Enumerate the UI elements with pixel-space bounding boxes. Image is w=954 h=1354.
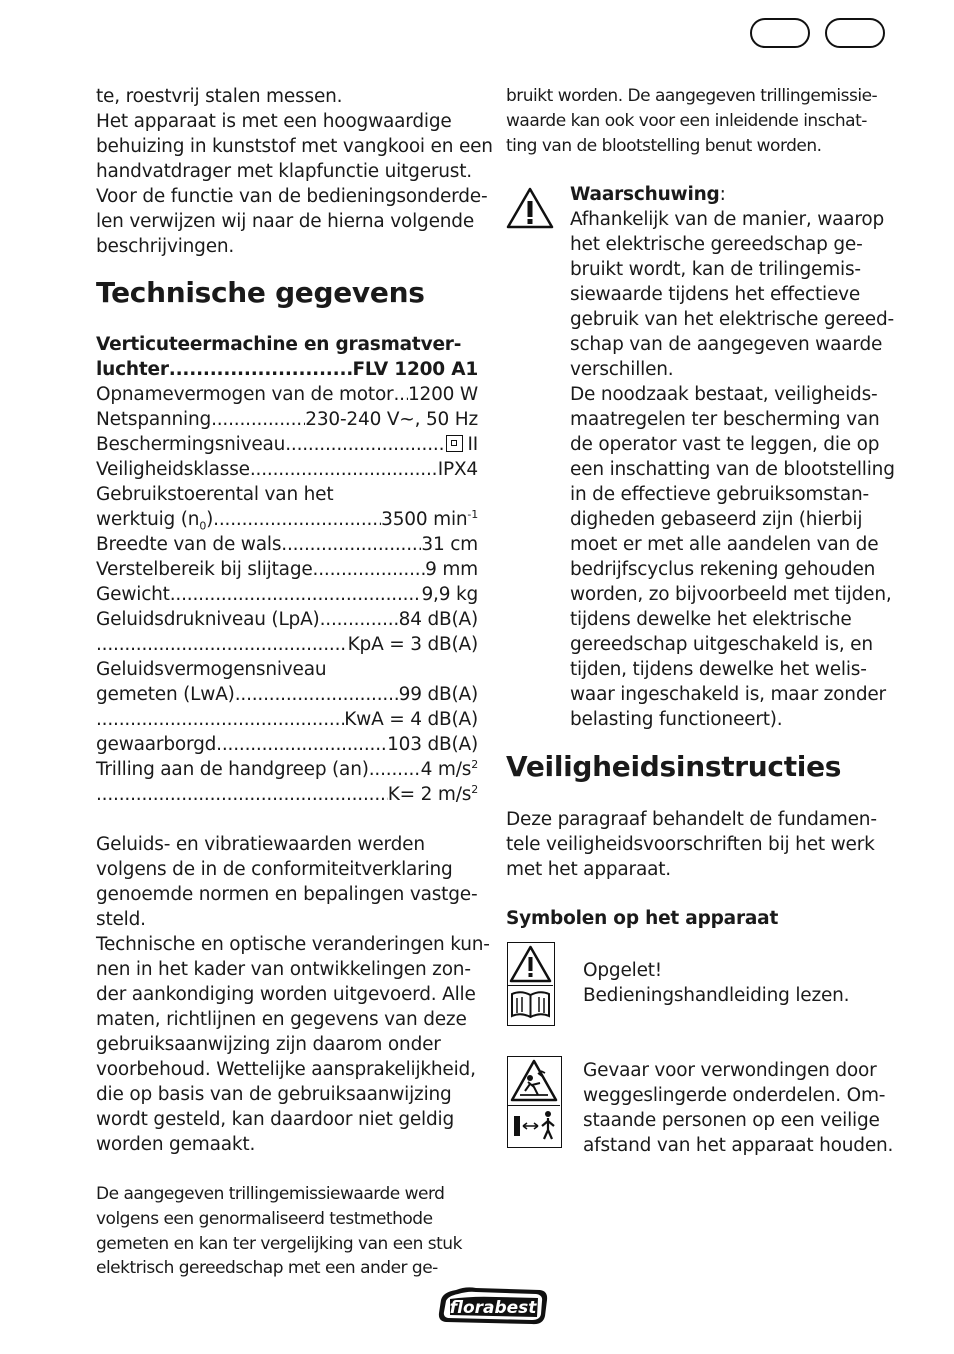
spec-label: Opnamevermogen van de motor — [96, 384, 394, 405]
spec-label: Beschermingsniveau — [96, 434, 286, 455]
warning-title: Waarschuwing — [570, 184, 720, 205]
spec-label: Veiligheidsklasse — [96, 459, 250, 480]
spec-value: 99 dB(A) — [398, 684, 478, 705]
symbol-text-line: Gevaar voor verwondingen door — [583, 1060, 877, 1081]
spec-value: 230-240 V~, 50 Hz — [305, 409, 478, 430]
text-line: die op basis van de gebruiksaanwijzing — [96, 1084, 452, 1105]
spec-label: Gewicht — [96, 584, 170, 605]
text-line: Technische en optische veranderingen kun- — [96, 934, 490, 955]
spec-value: 3500 min — [381, 509, 468, 530]
spec-row — [96, 732, 478, 757]
spec-label: Gebruikstoerental van het — [96, 484, 334, 505]
warning-text-line: De noodzaak bestaat, veiligheids- — [570, 384, 878, 405]
conformity-paragraph — [96, 832, 490, 1157]
text-line: bruikt worden. De aangegeven trillingemissie- — [506, 86, 878, 106]
spec-row — [96, 682, 478, 707]
spec-row — [96, 607, 478, 632]
warning-text-line: belasting functioneert). — [570, 709, 783, 730]
warning-text-line: in de effectieve gebruiksomstan- — [570, 484, 869, 505]
text-line: waarde kan ook voor een inleidende inschat- — [506, 110, 867, 131]
warning-triangle-icon — [505, 186, 555, 230]
symbol-1-text — [583, 958, 849, 1008]
spec-value: 31 cm — [421, 534, 478, 555]
spec-value: 9 mm — [425, 559, 478, 580]
warning-triangle-icon — [508, 943, 553, 985]
warning-text-line: tijdens dewelke het elektrische — [570, 609, 852, 630]
text-line: Voor de functie van de bedieningsonderde- — [96, 186, 488, 207]
spec-label: werktuig (n — [96, 509, 200, 530]
text-line: Deze paragraaf behandelt de fundamen- — [506, 809, 877, 830]
text-line: ting van de blootstelling benut worden. — [506, 135, 822, 156]
spec-row: Trilling aan de handgreep (an) ..... 4 $m/s^2$ — [96, 757, 478, 782]
spec-label: Verstelbereik bij slijtage — [96, 559, 313, 580]
text-line: Geluids- en vibratiewaarden werden — [96, 834, 425, 855]
text-line: handvatdrager met klapfunctie uitgerust. — [96, 161, 472, 182]
spec-row — [96, 707, 478, 732]
model-title: Verticuteermachine en grasmatver- — [96, 334, 462, 355]
text-line: genoemde normen en bepalingen vastge- — [96, 884, 478, 905]
warning-text-line: een inschatting van de blootstelling — [570, 459, 895, 480]
warning-text-line: gebruik van het elektrische gereed- — [570, 309, 894, 330]
spec-row — [96, 407, 478, 432]
spec-row: ..... K= 2 $m/s^2$ — [96, 782, 478, 807]
warning-text-line: tijden, tijdens dewelke het welis- — [570, 659, 867, 680]
text-line: te, roestvrij stalen messen. — [96, 86, 343, 107]
technical-data-heading: Technische gegevens — [96, 276, 425, 309]
spec-label: gewaarborgd — [96, 734, 217, 755]
spec-label: Trilling aan de handgreep (an) — [96, 759, 369, 780]
warning-text-line: verschillen. — [570, 359, 674, 380]
text-line: behuizing in kunststof met vangkooi en een — [96, 136, 493, 157]
language-badge-2 — [825, 18, 885, 48]
protection-class-ii-icon — [446, 435, 463, 452]
spec-row — [96, 382, 478, 407]
spec-label: Netspanning — [96, 409, 212, 430]
text-line: gebruiksaanwijzing zijn daarom onder — [96, 1034, 441, 1055]
spec-label: Geluidsdrukniveau (LpA) — [96, 609, 320, 630]
symbol-text-line: Opgelet! — [583, 960, 663, 981]
symbol-text-line: Bedieningshandleiding lezen. — [583, 985, 850, 1006]
warning-text-line: moet er met alle aandelen van de — [570, 534, 879, 555]
warning-text-line: gereedschap uitgeschakeld is, en — [570, 634, 873, 655]
spec-value: II — [467, 434, 478, 455]
spec-row — [96, 557, 478, 582]
spec-row — [96, 532, 478, 557]
text-line: gemeten en kan ter vergelijking van een stuk — [96, 1233, 462, 1254]
symbol-text-line: staande personen op een veilige — [583, 1110, 880, 1131]
text-line: volgens een genormaliseerd testmethode — [96, 1208, 433, 1229]
symbol-group-2 — [507, 1056, 562, 1148]
safety-intro — [506, 807, 877, 882]
warning-text-line: schap van de aangegeven waarde — [570, 334, 883, 355]
warning-text-line: worden, zo bijvoorbeeld met tijden, — [570, 584, 892, 605]
spec-row: werktuig $(n_0)$ ..... 3500 $\min^{-1}$ — [96, 507, 478, 532]
symbol-group-1 — [507, 942, 555, 1026]
text-line: De aangegeven trillingemissiewaarde werd — [96, 1184, 445, 1204]
spec-value: KwA = 4 dB(A) — [344, 709, 478, 730]
spec-value: IPX4 — [437, 459, 478, 480]
text-line: len verwijzen wij naar de hierna volgende — [96, 211, 475, 232]
warning-text-line: siewaarde tijdens het effectieve — [570, 284, 861, 305]
vibration-paragraph — [96, 1182, 462, 1281]
text-line: worden gemaakt. — [96, 1134, 256, 1155]
text-line: maten, richtlijnen en gegevens van deze — [96, 1009, 467, 1030]
florabest-logo — [436, 1286, 550, 1328]
spec-label: gemeten (LwA) — [96, 684, 235, 705]
safety-heading: Veiligheidsinstructies — [506, 750, 842, 783]
text-line: tele veiligheidsvoorschriften bij het werk — [506, 834, 875, 855]
spec-value: K= 2 m/s — [387, 784, 472, 805]
spec-row — [96, 582, 478, 607]
text-line: Het apparaat is met een hoogwaardige — [96, 111, 452, 132]
warning-text-line: de operator vast te leggen, die op — [570, 434, 880, 455]
warning-text-line: bedrijfscyclus rekening gehouden — [570, 559, 876, 580]
symbol-2-text — [583, 1058, 893, 1158]
text-line: met het apparaat. — [506, 859, 671, 880]
vibration-paragraph-cont — [506, 84, 877, 158]
spec-value: 103 dB(A) — [387, 734, 478, 755]
model-row: luchter ..... FLV 1200 A1 — [96, 357, 478, 382]
text-line: beschrijvingen. — [96, 236, 235, 257]
warning-block: Waarschuwing: Afhankelijk van de manier, waarop het elektrische gereedschap ge- bruikt wordt, kan de trilingemis- siewaarde tijdens het effectieve gebruik van het elektrische gereed- schap van de aangegeven waarde verschillen. De noodzaak bestaat, veiligheids- maatregelen ter bescherming van de operator vast te leggen, die op een inschatting van de blootstelling in de effectieve gebruiksomstan- digheden gebaseerd zijn (hierbij moet er met alle aandelen van de bedrijfscyclus rekening gehouden worden, zo bijvoorbeeld met tijden, tijdens dewelke het elektrische gereedschap uitgeschakeld is, en tijden, tijdens dewelke het welis- waar ingeschakeld is, maar zonder belasting functioneert). — [570, 184, 895, 730]
symbols-subheading: Symbolen op het apparaat — [506, 908, 779, 929]
text-line: wordt gesteld, kan daardoor niet geldig — [96, 1109, 455, 1130]
spec-list — [96, 332, 478, 807]
warning-text-line: het elektrische gereedschap ge- — [570, 234, 863, 255]
thrown-objects-warning-icon — [508, 1057, 560, 1105]
open-book-icon — [508, 985, 553, 1024]
warning-text-line: Afhankelijk van de manier, waarop — [570, 209, 885, 230]
language-badge-1 — [750, 18, 810, 48]
symbol-text-line: afstand van het apparaat houden. — [583, 1135, 894, 1156]
warning-text-line: maatregelen ter bescherming van — [570, 409, 880, 430]
text-line: elektrisch gereedschap met een ander ge- — [96, 1258, 438, 1279]
spec-value: KpA = 3 dB(A) — [347, 634, 478, 655]
text-line: der aankondiging worden uitgevoerd. Alle — [96, 984, 476, 1005]
text-line: voorbehoud. Wettelijke aansprakelijkheid, — [96, 1059, 476, 1080]
spec-value: 1200 W — [407, 384, 478, 405]
warning-text-line: bruikt wordt, kan de trilingemis- — [570, 259, 861, 280]
bystander-distance-icon — [508, 1105, 560, 1146]
spec-value: 9,9 kg — [421, 584, 478, 605]
spec-value: 84 dB(A) — [398, 609, 478, 630]
symbol-text-line: weggeslingerde onderdelen. Om- — [583, 1085, 886, 1106]
spec-label: Breedte van de wals — [96, 534, 282, 555]
spec-label: Geluidsvermogensniveau — [96, 659, 327, 680]
warning-text-line: digheden gebaseerd zijn (hierbij — [570, 509, 863, 530]
text-line: steld. — [96, 909, 146, 930]
spec-row — [96, 632, 478, 657]
spec-value: 4 m/s — [420, 759, 472, 780]
text-line: volgens de in de conformiteitverklaring — [96, 859, 453, 880]
warning-text-line: waar ingeschakeld is, maar zonder — [570, 684, 886, 705]
spec-row — [96, 457, 478, 482]
logo-text: florabest — [449, 1298, 537, 1318]
intro-paragraph — [96, 84, 493, 259]
text-line: nen in het kader van ontwikkelingen zon- — [96, 959, 471, 980]
spec-row — [96, 432, 478, 457]
